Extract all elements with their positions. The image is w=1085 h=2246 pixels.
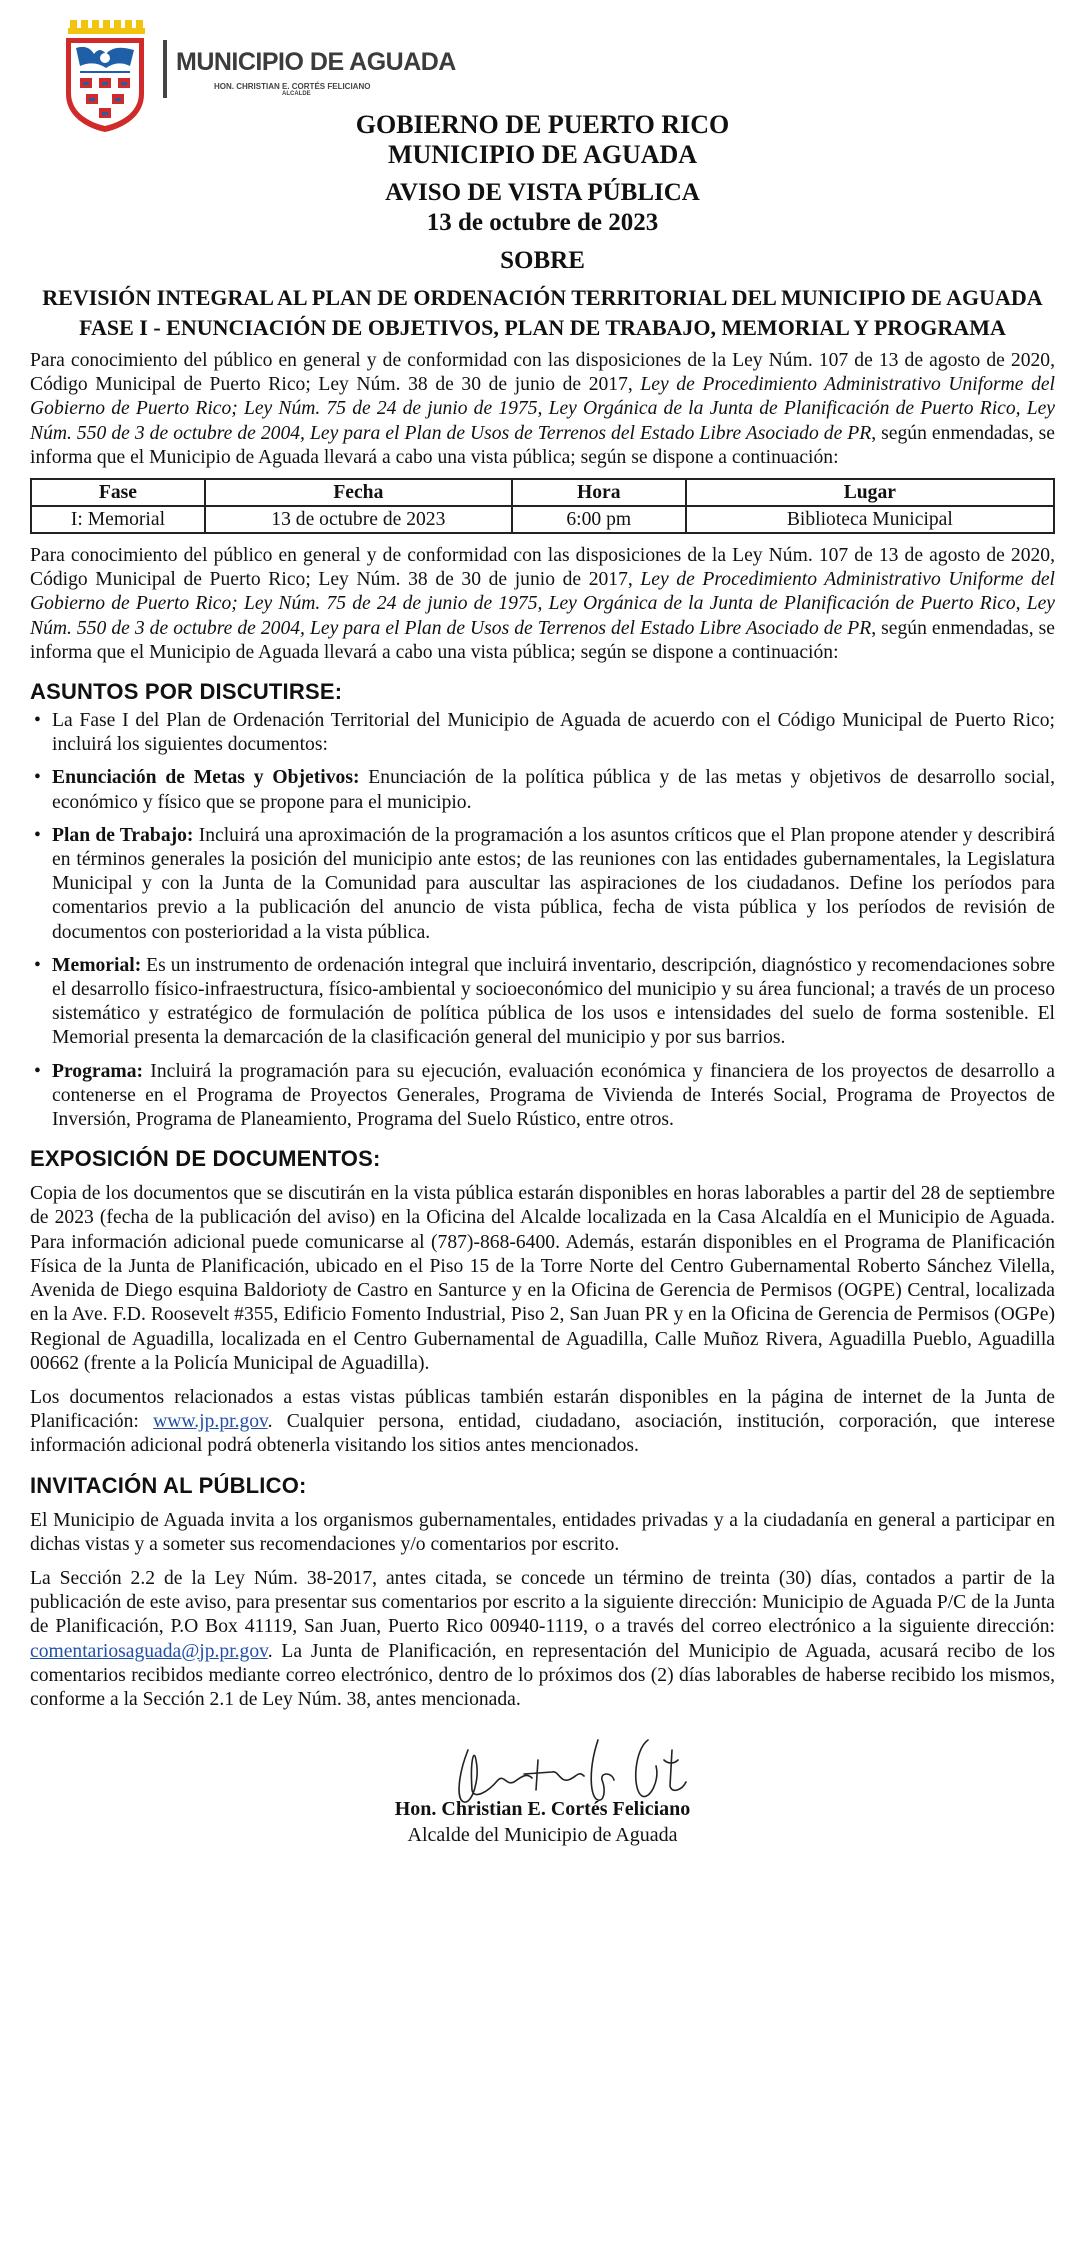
asuntos-item-text: La Fase I del Plan de Ordenación Territorial del Municipio de Aguada de acuerdo con el Código Municipal de Puerto Rico; incluirá los siguientes documentos: — [52, 710, 1055, 756]
asuntos-item-label: Plan de Trabajo: — [52, 824, 194, 846]
bullet-icon: • — [34, 710, 41, 732]
asuntos-item-text: Incluirá la programación para su ejecución, evaluación económica y financiera de los proyectos de desarrollo a contenerse en el Programa de Proyectos Generales, Programa de Vivienda de Interés Social, Programa de Proyectos de Inversión, Programa de Planeamiento, Programa del Suelo Rústico, entre otros. — [52, 1060, 1055, 1131]
asuntos-list — [30, 709, 1055, 1132]
exposicion-paragraph-web — [30, 1386, 1055, 1459]
list-item — [30, 709, 1055, 757]
schedule-cell-fase: I: Memorial — [31, 506, 205, 533]
bullet-icon: • — [34, 1060, 41, 1082]
schedule-cell-lugar: Biblioteca Municipal — [686, 506, 1054, 533]
asuntos-heading: ASUNTOS POR DISCUTIRSE: — [30, 679, 343, 705]
schedule-header-hora: Hora — [512, 479, 686, 506]
jp-website-link[interactable]: www.jp.pr.gov — [153, 1411, 268, 1433]
schedule-header-lugar: Lugar — [686, 479, 1054, 506]
asuntos-item-label: Programa: — [52, 1060, 144, 1082]
signature-block — [30, 1718, 1055, 1848]
schedule-header-fase: Fase — [31, 479, 205, 506]
letterhead — [30, 0, 1055, 140]
intro-text-laws: Ley de Procedimiento Administrativo Uniforme del Gobierno de Puerto Rico; Ley Núm. 75 de 24 de junio de 1975, Ley Orgánica de la Junta de Planificación de Puerto Rico, Ley Núm. 550 de 3 de octubre de 2004, Ley para el Plan de Usos de Terrenos del Estado Libre Asociado de PR — [30, 569, 1056, 639]
title-date: 13 de octubre de 2023 — [426, 209, 659, 236]
schedule-cell-fecha: 13 de octubre de 2023 — [205, 506, 512, 533]
list-item — [30, 954, 1055, 1051]
intro-text-b: , según enmendadas, se informa que el Municipio de Aguada llevará a cabo una vista pública; según se dispone a continuación: — [30, 617, 1055, 663]
signer-name: Hon. Christian E. Cortés Feliciano — [394, 1798, 691, 1821]
bullet-icon: • — [34, 824, 41, 846]
schedule-cell-hora: 6:00 pm — [512, 506, 686, 533]
asuntos-item-label: Enunciación de Metas y Objetivos: — [52, 767, 360, 789]
schedule-header-row — [31, 479, 1054, 506]
title-phase: FASE I - ENUNCIACIÓN DE OBJETIVOS, PLAN DE TRABAJO, MEMORIAL Y PROGRAMA — [79, 315, 1006, 340]
asuntos-item-text: Es un instrumento de ordenación integral que incluirá inventario, descripción, diagnóstico y recomendaciones sobre el desarrollo físico-infraestructura, físico-ambiental y socioeconómico del municipio y su área funcional; a través de un proceso sistemático y estratégico de formulación de política pública de los usos e intensidades del suelo de forma sostenible. El Memorial presenta la demarcación de la clasificación general del municipio y por sus barrios. — [52, 954, 1055, 1049]
invitacion-text-b: . La Junta de Planificación, en representación del Municipio de Aguada, acusará recibo de los comentarios recibidos mediante correo electrónico, dentro de lo próximos dos (2) días laborables de haberse recibido los mismos, conforme a la Sección 2.1 de Ley Núm. 38, antes mencionada. — [30, 1640, 1055, 1710]
letterhead-role: ALCALDE — [282, 91, 311, 97]
asuntos-item-label: Memorial: — [52, 954, 142, 976]
schedule-header-fecha: Fecha — [205, 479, 512, 506]
list-item — [30, 766, 1055, 814]
bullet-icon: • — [34, 767, 41, 789]
intro-text-b: , según enmendadas, se informa que el Municipio de Aguada llevará a cabo una vista pública; según se dispone a continuación: — [30, 422, 1055, 468]
letterhead-title: MUNICIPIO DE AGUADA — [176, 48, 456, 76]
list-item — [30, 824, 1055, 945]
title-notice: AVISO DE VISTA PÚBLICA — [385, 179, 700, 206]
schedule-table — [30, 478, 1055, 534]
letterhead-divider — [163, 40, 167, 98]
list-item — [30, 1060, 1055, 1133]
municipal-shield-icon — [60, 16, 150, 134]
notice-titles — [30, 110, 1055, 341]
title-municipality: MUNICIPIO DE AGUADA — [387, 140, 698, 169]
title-government: GOBIERNO DE PUERTO RICO — [355, 110, 730, 139]
asuntos-item-text: Enunciación de la política pública y de las metas y objetivos de desarrollo social, económico y físico que se propone para el municipio. — [52, 767, 1055, 813]
exposicion-web-text-a: Los documentos relacionados a estas vistas públicas también estarán disponibles en la página de internet de la Junta de Planificación: — [30, 1386, 1055, 1433]
letterhead-mayor: HON. CHRISTIAN E. CORTÉS FELICIANO — [214, 82, 371, 91]
invitacion-paragraph: El Municipio de Aguada invita a los organismos gubernamentales, entidades privadas y a la ciudadanía en general a participar en dichas vistas y a someter sus recomendaciones y/o comentarios por escrito. — [30, 1509, 1055, 1555]
intro-text-a: Para conocimiento del público en general y de conformidad con las disposiciones de la Ley Núm. 107 de 13 de agosto de 2020, Código Municipal de Puerto Rico; Ley Núm. 38 de 30 de junio de 2017, — [30, 350, 1055, 396]
asuntos-item-text: Incluirá una aproximación de la programación a los asuntos críticos que el Plan propone atender y describirá en términos generales la posición del municipio ante estos; de las reuniones con las entidades gubernamentales, la Legislatura Municipal y con la Junta de la Comunidad para auscultar las aspiraciones de los ciudadanos. Define los períodos para comentarios previo a la publicación del anuncio de vista pública, fecha de vista pública y los períodos de revisión de documentos con posterioridad a la vista pública. — [52, 824, 1055, 943]
table-row — [31, 506, 1054, 533]
exposicion-paragraph: Copia de los documentos que se discutirán en la vista pública estarán disponibles en horas laborables a partir del 28 de septiembre de 2023 (fecha de la publicación del aviso) en la Oficina del Alcalde localizada en la Casa Alcaldía en el Municipio de Aguada. Para información adicional puede comunicarse al (787)-868-6400. Además, estarán disponibles en el Programa de Planificación Física de la Junta de Planificación, ubicado en el Piso 15 de la Torre Norte del Centro Gubernamental Roberto Sánchez Vilella, Avenida de Diego esquina Baldorioty de Castro en Santurce y en la Oficina de Gerencia de Permisos (OGPE) Central, localizada en la Ave. F.D. Roosevelt #355, Edificio Fomento Industrial, Piso 2, San Juan PR y en la Oficina de Gerencia de Permisos (OGPe) Regional de Aguadilla, localizada en el Centro Gubernamental de Aguadilla, Calle Muñoz Rivera, Aguadilla Pueblo, Aguadilla 00662 (frente a la Policía Municipal de Aguadilla). — [30, 1183, 1055, 1374]
invitacion-heading: INVITACIÓN AL PÚBLICO: — [30, 1472, 307, 1498]
intro-text-laws: Ley de Procedimiento Administrativo Uniforme del Gobierno de Puerto Rico; Ley Núm. 75 de 24 de junio de 1975, Ley Orgánica de la Junta de Planificación de Puerto Rico, Ley Núm. 550 de 3 de octubre de 2004, Ley para el Plan de Usos de Terrenos del Estado Libre Asociado de PR — [30, 374, 1056, 444]
comments-email-link[interactable]: comentariosaguada@jp.pr.gov — [30, 1640, 268, 1662]
intro-text-a: Para conocimiento del público en general y de conformidad con las disposiciones de la Ley Núm. 107 de 13 de agosto de 2020, Código Municipal de Puerto Rico; Ley Núm. 38 de 30 de junio de 2017, — [30, 545, 1055, 591]
title-subject: REVISIÓN INTEGRAL AL PLAN DE ORDENACIÓN TERRITORIAL DEL MUNICIPIO DE AGUADA — [42, 285, 1043, 310]
intro-paragraph — [30, 349, 1055, 470]
title-sobre: SOBRE — [500, 247, 585, 274]
bullet-icon: • — [34, 954, 41, 976]
invitacion-paragraph-comments — [30, 1567, 1055, 1712]
intro-paragraph-repeat — [30, 544, 1055, 665]
exposicion-web-text-b: . Cualquier persona, entidad, ciudadano, asociación, institución, corporación, que interese información adicional podrá obtenerla visitando los sitios antes mencionados. — [30, 1411, 1056, 1457]
exposicion-heading: EXPOSICIÓN DE DOCUMENTOS: — [30, 1146, 381, 1172]
signer-role: Alcalde del Municipio de Aguada — [407, 1824, 678, 1847]
invitacion-text-a: La Sección 2.2 de la Ley Núm. 38-2017, antes citada, se concede un término de treinta (30) días, contados a partir de la publicación de este aviso, para presentar sus comentarios por escrito a la siguiente dirección: Municipio de Aguada P/C de la Junta de Planificación, P.O Box 41119, San Juan, Puerto Rico 00940-1119, o a través del correo electrónico a la siguiente dirección: — [30, 1567, 1055, 1638]
